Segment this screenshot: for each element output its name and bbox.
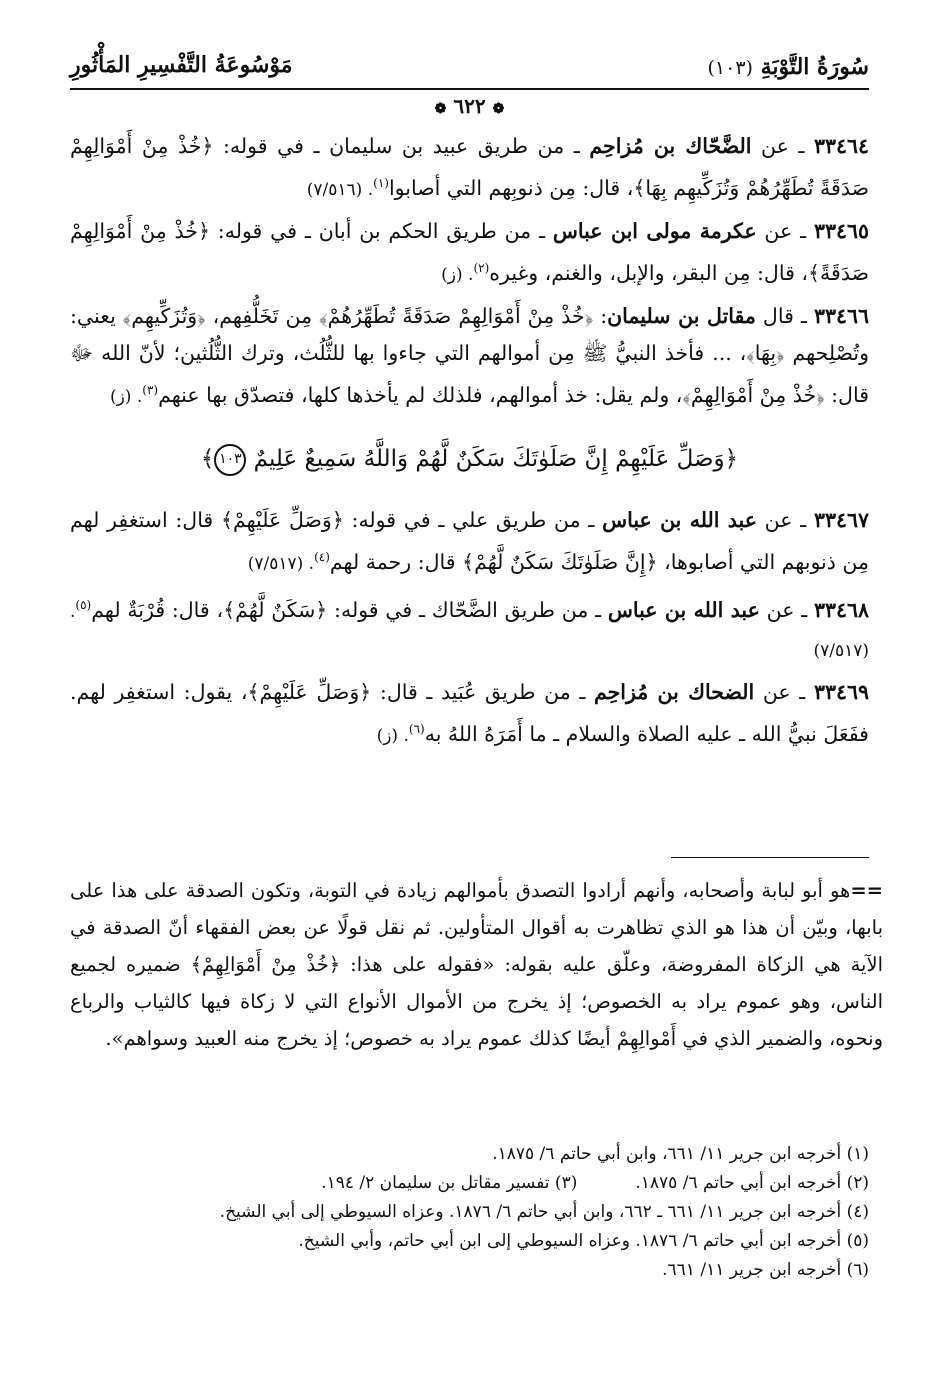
entry-33464 (70, 128, 869, 209)
page-number: ٦٢٢ (453, 94, 486, 118)
chain: ـ من طريق علي ـ في قوله: (343, 508, 603, 533)
entry-number: ٣٣٤٦٧ (813, 508, 869, 533)
footnote: (٥) أخرجه ابن أبي حاتم ٦/ ١٨٧٦. وعزاه السيوطي إلى ابن أبي حاتم، وأبي الشيخ. (298, 1231, 869, 1251)
footnote-marker: (٦) (408, 722, 425, 737)
entry-intro: ـ عن (759, 598, 814, 623)
entry-text: ، يقول: استغفِر لهم. ففَعَلَ نبيُّ الله ـ عليه الصلاة والسلام ـ ما أَمَرَهُ اللهُ به (70, 680, 869, 746)
narrator: الضحاك بن مُزاحِم (593, 680, 755, 705)
footnote: (٢) أخرجه ابن أبي حاتم ٦/ ١٨٧٥. (635, 1173, 869, 1193)
entry-text: ، قال: مِن البقر، والإبل، والغنم، وغيره (489, 260, 809, 285)
footnote-separator (671, 857, 869, 858)
entry-intro: ـ عن (754, 680, 814, 705)
entry-number: ٣٣٤٦٨ (813, 598, 870, 623)
chain: ـ من طريق عُبَيد ـ قال: (371, 680, 594, 705)
reference: . (ز) (376, 725, 409, 746)
ornament-icon: ❁ (434, 101, 447, 117)
verse-heading (70, 441, 869, 478)
page-header (70, 48, 869, 118)
note-text: هو أبو لبابة وأصحابه، وأنهم أرادوا التصدق بأموالهم زيادة في التوبة، وتكون الصدقة على هذا على بابها، وبيّن أن هذا هو الذي تظاهرت به أقوال المتأولين. ثم نقل قولًا عن بعض الفقهاء أنّ الصدقة في الآية هي الزكاة المفروضة، وعلّق عليه بقوله: «فقوله على هذا: ﴿خُذْ مِنْ أَمْوَالِهِمْ﴾ ضميره لجميع الناس، وهو عموم يراد به الخصوص؛ إذ يخرج من الأموال الأنواع التي لا زكاة فيها كالثياب والرباع ونحوه، والضمير الذي في أَمْوالِهِمْ أيضًا كذلك عموم يراد به خصوص؛ إذ يخرج منه العبيد وسواهم». (70, 879, 883, 1050)
footnote: (٦) أخرجه ابن جرير ١١/ ٦٦١. (662, 1260, 869, 1280)
entry-intro: ـ عن (756, 218, 814, 243)
narrator: عبد الله بن عباس (607, 598, 760, 623)
entry-number: ٣٣٤٦٥ (813, 218, 869, 243)
verse-number-circle: ١٠٣ (214, 444, 246, 476)
entry-number: ٣٣٤٦٦ (813, 303, 870, 328)
narrator: الضَّحّاك بن مُزاحِم (589, 134, 752, 158)
continuation-mark: == (850, 879, 883, 902)
entry-text: مِن تَخَلُّفِهم، ﴿وَتُزَكِّيهِم﴾ يعني: وتُصْلِحهم ﴿بِهَا﴾، ... فأخذ النبيُّ ﷺ مِن أموالهم التي جاءوا بها للثُّلُث، وترك الثُّلُثين؛ لأنّ الله ﷻ قال: ﴿خُذْ مِنْ أَمْوَالِهِمْ﴾، ولم يقل: خذ أموالهم، فلذلك لم يأخذها كلها، فتصدّق بها عنهم (70, 303, 869, 407)
footnote-row (70, 1169, 869, 1198)
entry-33468 (70, 587, 869, 670)
reference: . (٧/٥١٧) (70, 602, 869, 662)
sura-title (708, 54, 870, 80)
verse-close: ﴾ (200, 446, 215, 473)
narrator: عكرمة مولى ابن عباس (552, 218, 757, 243)
reference: . (ز) (441, 264, 474, 285)
quran-quote: ﴿سَكَنٌ لَّهُمْ﴾ (223, 598, 328, 623)
quran-quote: ﴿وَصَلِّ عَلَيْهِمْ﴾ (247, 680, 372, 705)
ayah-number: (١٠٣) (707, 57, 753, 79)
reference: . (ز) (109, 386, 143, 407)
ornament-icon: ❁ (492, 101, 505, 117)
entry-intro: ـ قال (755, 303, 814, 328)
entry-33466 (70, 298, 869, 416)
entry-text: ، قال: قُرْبَةٌ لهم (91, 598, 224, 623)
footnote-marker: (٣) (142, 382, 159, 397)
entry-33469 (70, 674, 869, 755)
footnote-marker: (٥) (75, 598, 92, 613)
entry-intro: ـ عن (751, 134, 814, 158)
quran-quote: ﴿خُذْ مِنْ أَمْوَالِهِمْ صَدَقَةً تُطَهِّرُهُمْ وَتُزَكِّيهِم بِهَا﴾ (70, 134, 869, 200)
header-rule (70, 88, 869, 90)
entry-text: قال: استغفِر لهم مِن ذنوبهم التي أصابوها، ﴿إِنَّ صَلَوٰتَكَ سَكَنٌ لَّهُمْ﴾ قال: رحمة لهم (70, 508, 869, 575)
chain: ـ من طريق الحكم بن أبان ـ في قوله: (209, 218, 553, 243)
entry-number: ٣٣٤٦٤ (813, 134, 869, 158)
page-number-box (70, 94, 869, 118)
footnote-marker: (١) (373, 176, 389, 190)
continued-note (70, 872, 883, 1057)
footnote: (١) أخرجه ابن جرير ١١/ ٦٦١، وابن أبي حاتم ٦/ ١٨٧٥. (492, 1144, 869, 1164)
quran-quote: ﴿وَصَلِّ عَلَيْهِمْ﴾ (220, 508, 344, 533)
entry-33465 (70, 213, 869, 294)
quran-quote: ﴿خُذْ مِنْ أَمْوَالِهِمْ صَدَقَةً﴾ (70, 218, 869, 285)
main-text (70, 128, 869, 759)
chain: : (593, 303, 608, 328)
footnote: (٤) أخرجه ابن جرير ١١/ ٦٦١ ـ ٦٦٢، وابن أبي حاتم ٦/ ١٨٧٦. وعزاه السيوطي إلى أبي الشيخ. (219, 1202, 869, 1222)
sura-name: سُورَةُ التَّوْبَةِ (760, 54, 869, 80)
narrator: مقاتل بن سليمان (607, 303, 756, 328)
entry-text: ، قال: مِن ذنوبِهم التي أصابوا (388, 175, 634, 200)
verse-text: ﴿وَصَلِّ عَلَيْهِمْ إِنَّ صَلَوٰتَكَ سَكَنٌ لَّهُمْ وَاللَّهُ سَمِيعٌ عَلِيمٌ (253, 446, 739, 473)
quran-quote: ﴿خُذْ مِنْ أَمْوَالِهِمْ صَدَقَةً تُطَهِّرُهُمْ﴾ (319, 303, 594, 328)
book-title: مَوْسُوعَةُ التَّفْسِيرِ المَأْثُورِ (70, 52, 293, 78)
footnote-marker: (٤) (314, 550, 330, 565)
footnote-marker: (٢) (473, 260, 490, 275)
footnote: (٣) تفسير مقاتل بن سليمان ٢/ ١٩٤. (321, 1173, 578, 1193)
entry-intro: ـ عن (756, 508, 814, 533)
reference: . (٧/٥١٧) (247, 554, 315, 575)
narrator: عبد الله بن عباس (602, 508, 757, 533)
entry-number: ٣٣٤٦٩ (813, 680, 869, 705)
chain: ـ من طريق عبيد بن سليمان ـ في قوله: (213, 134, 590, 158)
chain: ـ من طريق الضَّحّاك ـ في قوله: (327, 598, 608, 623)
entry-33467 (70, 502, 869, 583)
reference: . (٧/٥١٦) (306, 179, 374, 200)
footnotes (70, 1140, 869, 1285)
